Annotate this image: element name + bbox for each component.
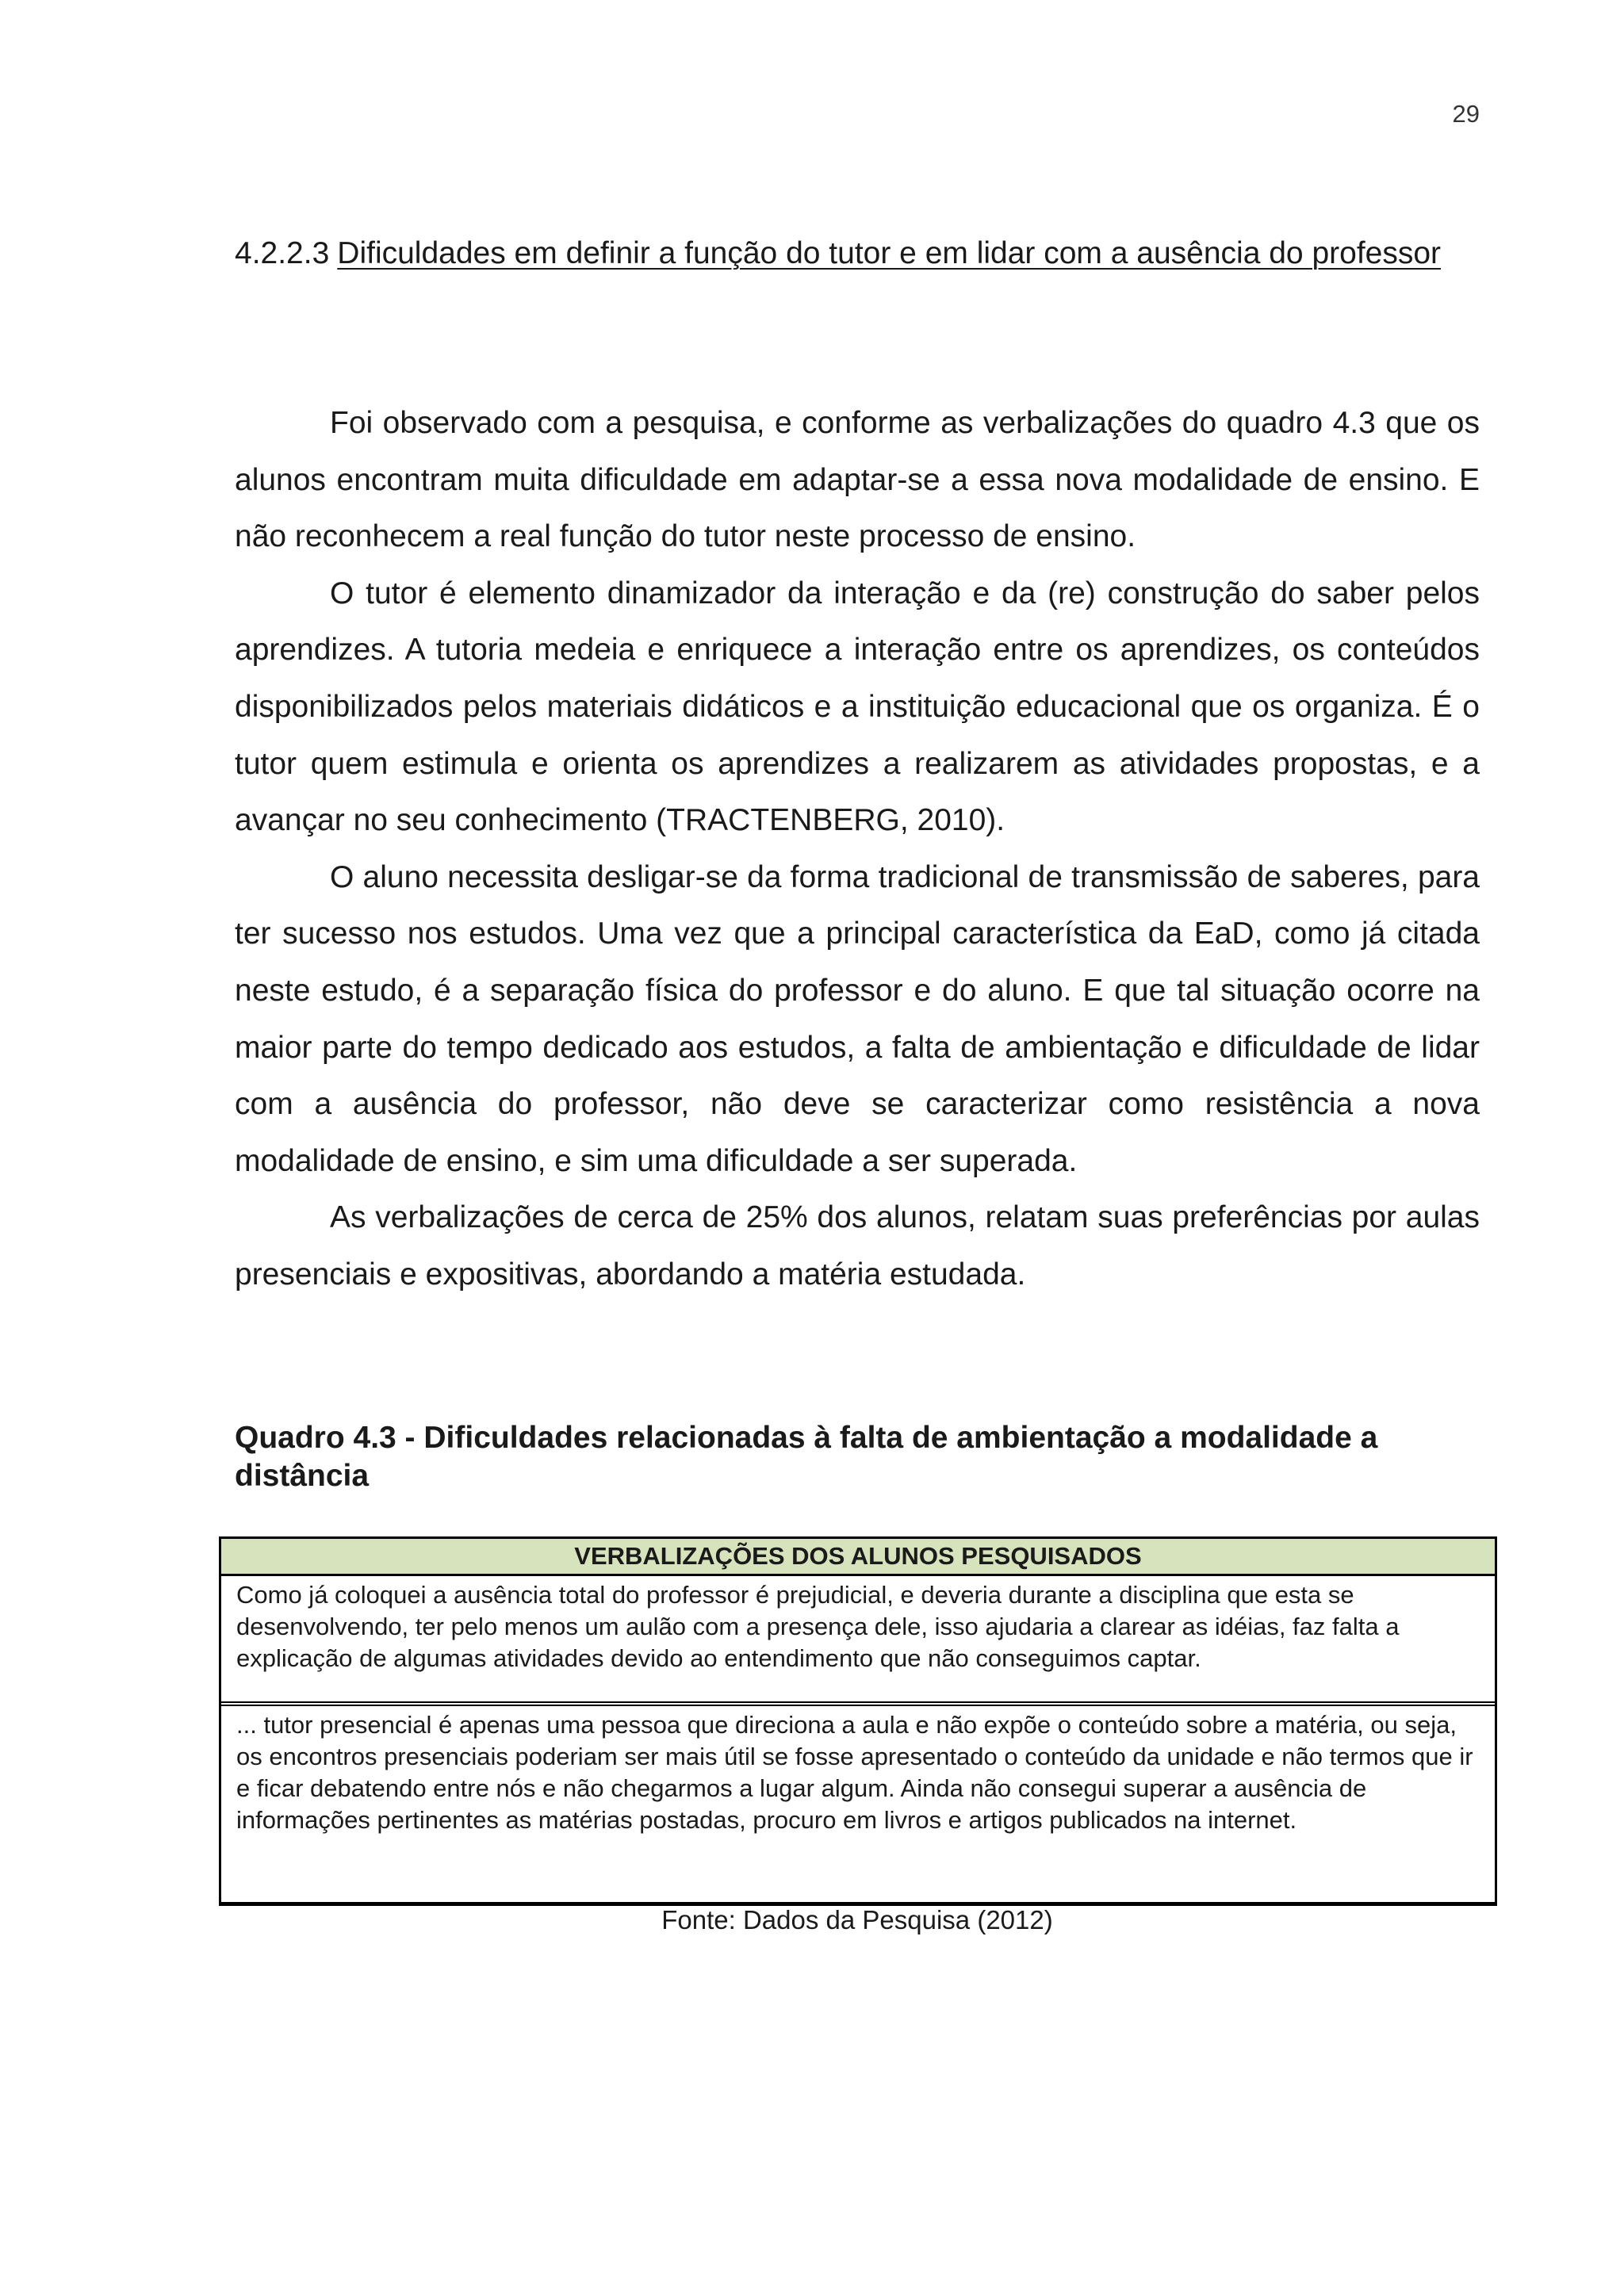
paragraph: O aluno necessita desligar-se da forma tradicional de transmissão de saberes, para ter sucesso nos estudos. Uma vez que a principal característica da EaD, como já citada neste estudo, é a separação física do professor e do aluno. E que tal situação ocorre na maior parte do tempo dedicado aos estudos, a falta de ambientação e dificuldade de lidar com a ausência do professor, não deve se caracterizar como resistência a nova modalidade de ensino, e sim uma dificuldade a ser superada. — [235, 859, 1480, 1178]
paragraph: As verbalizações de cerca de 25% dos alunos, relatam suas preferências por aulas presenciais e expositivas, abordando a matéria estudada. — [235, 1200, 1480, 1292]
section-heading — [235, 225, 1480, 282]
quadro-row: ... tutor presencial é apenas uma pessoa que direciona a aula e não expõe o conteúdo sobre a matéria, ou seja, os encontros presenciais poderiam ser mais útil se fosse apresentado o conteúdo da unidade e não termos que ir e ficar debatendo entre nós e não chegarmos a lugar algum. Ainda não consegui superar a ausência de informações pertinentes as matérias postadas, procuro em livros e artigos publicados na internet. — [236, 1711, 1473, 1834]
quadro-source: Fonte: Dados da Pesquisa (2012) — [661, 1905, 1053, 1934]
page-number: 29 — [1452, 100, 1480, 128]
quadro-table — [219, 1536, 1497, 1906]
section-number: 4.2.2.3 — [235, 236, 330, 270]
paragraph: Foi observado com a pesquisa, e conforme as verbalizações do quadro 4.3 que os alunos encontram muita dificuldade em adaptar-se a essa nova modalidade de ensino. E não reconhecem a real função do tutor neste processo de ensino. — [235, 406, 1480, 554]
section-title: Dificuldades em definir a função do tutor e em lidar com a ausência do professor — [337, 236, 1442, 270]
quadro-row: Como já coloquei a ausência total do professor é prejudicial, e deveria durante a disciplina que esta se desenvolvendo, ter pelo menos um aulão com a presença dele, isso ajudaria a clarear as idéias, faz falta a explicação de algumas atividades devido ao entendimento que não conseguimos captar. — [221, 1576, 1495, 1706]
quadro-header: VERBALIZAÇÕES DOS ALUNOS PESQUISADOS — [221, 1539, 1495, 1576]
quadro-caption: Quadro 4.3 - Dificuldades relacionadas à falta de ambientação a modalidade a distância — [235, 1421, 1378, 1493]
paragraph: O tutor é elemento dinamizador da interação e da (re) construção do saber pelos aprendizes. A tutoria medeia e enriquece a interação entre os aprendizes, os conteúdos disponibilizados pelos materiais didáticos e a instituição educacional que os organiza. É o tutor quem estimula e orienta os aprendizes a realizarem as atividades propostas, e a avançar no seu conhecimento (TRACTENBERG, 2010). — [235, 576, 1480, 838]
body-text — [235, 395, 1480, 1303]
